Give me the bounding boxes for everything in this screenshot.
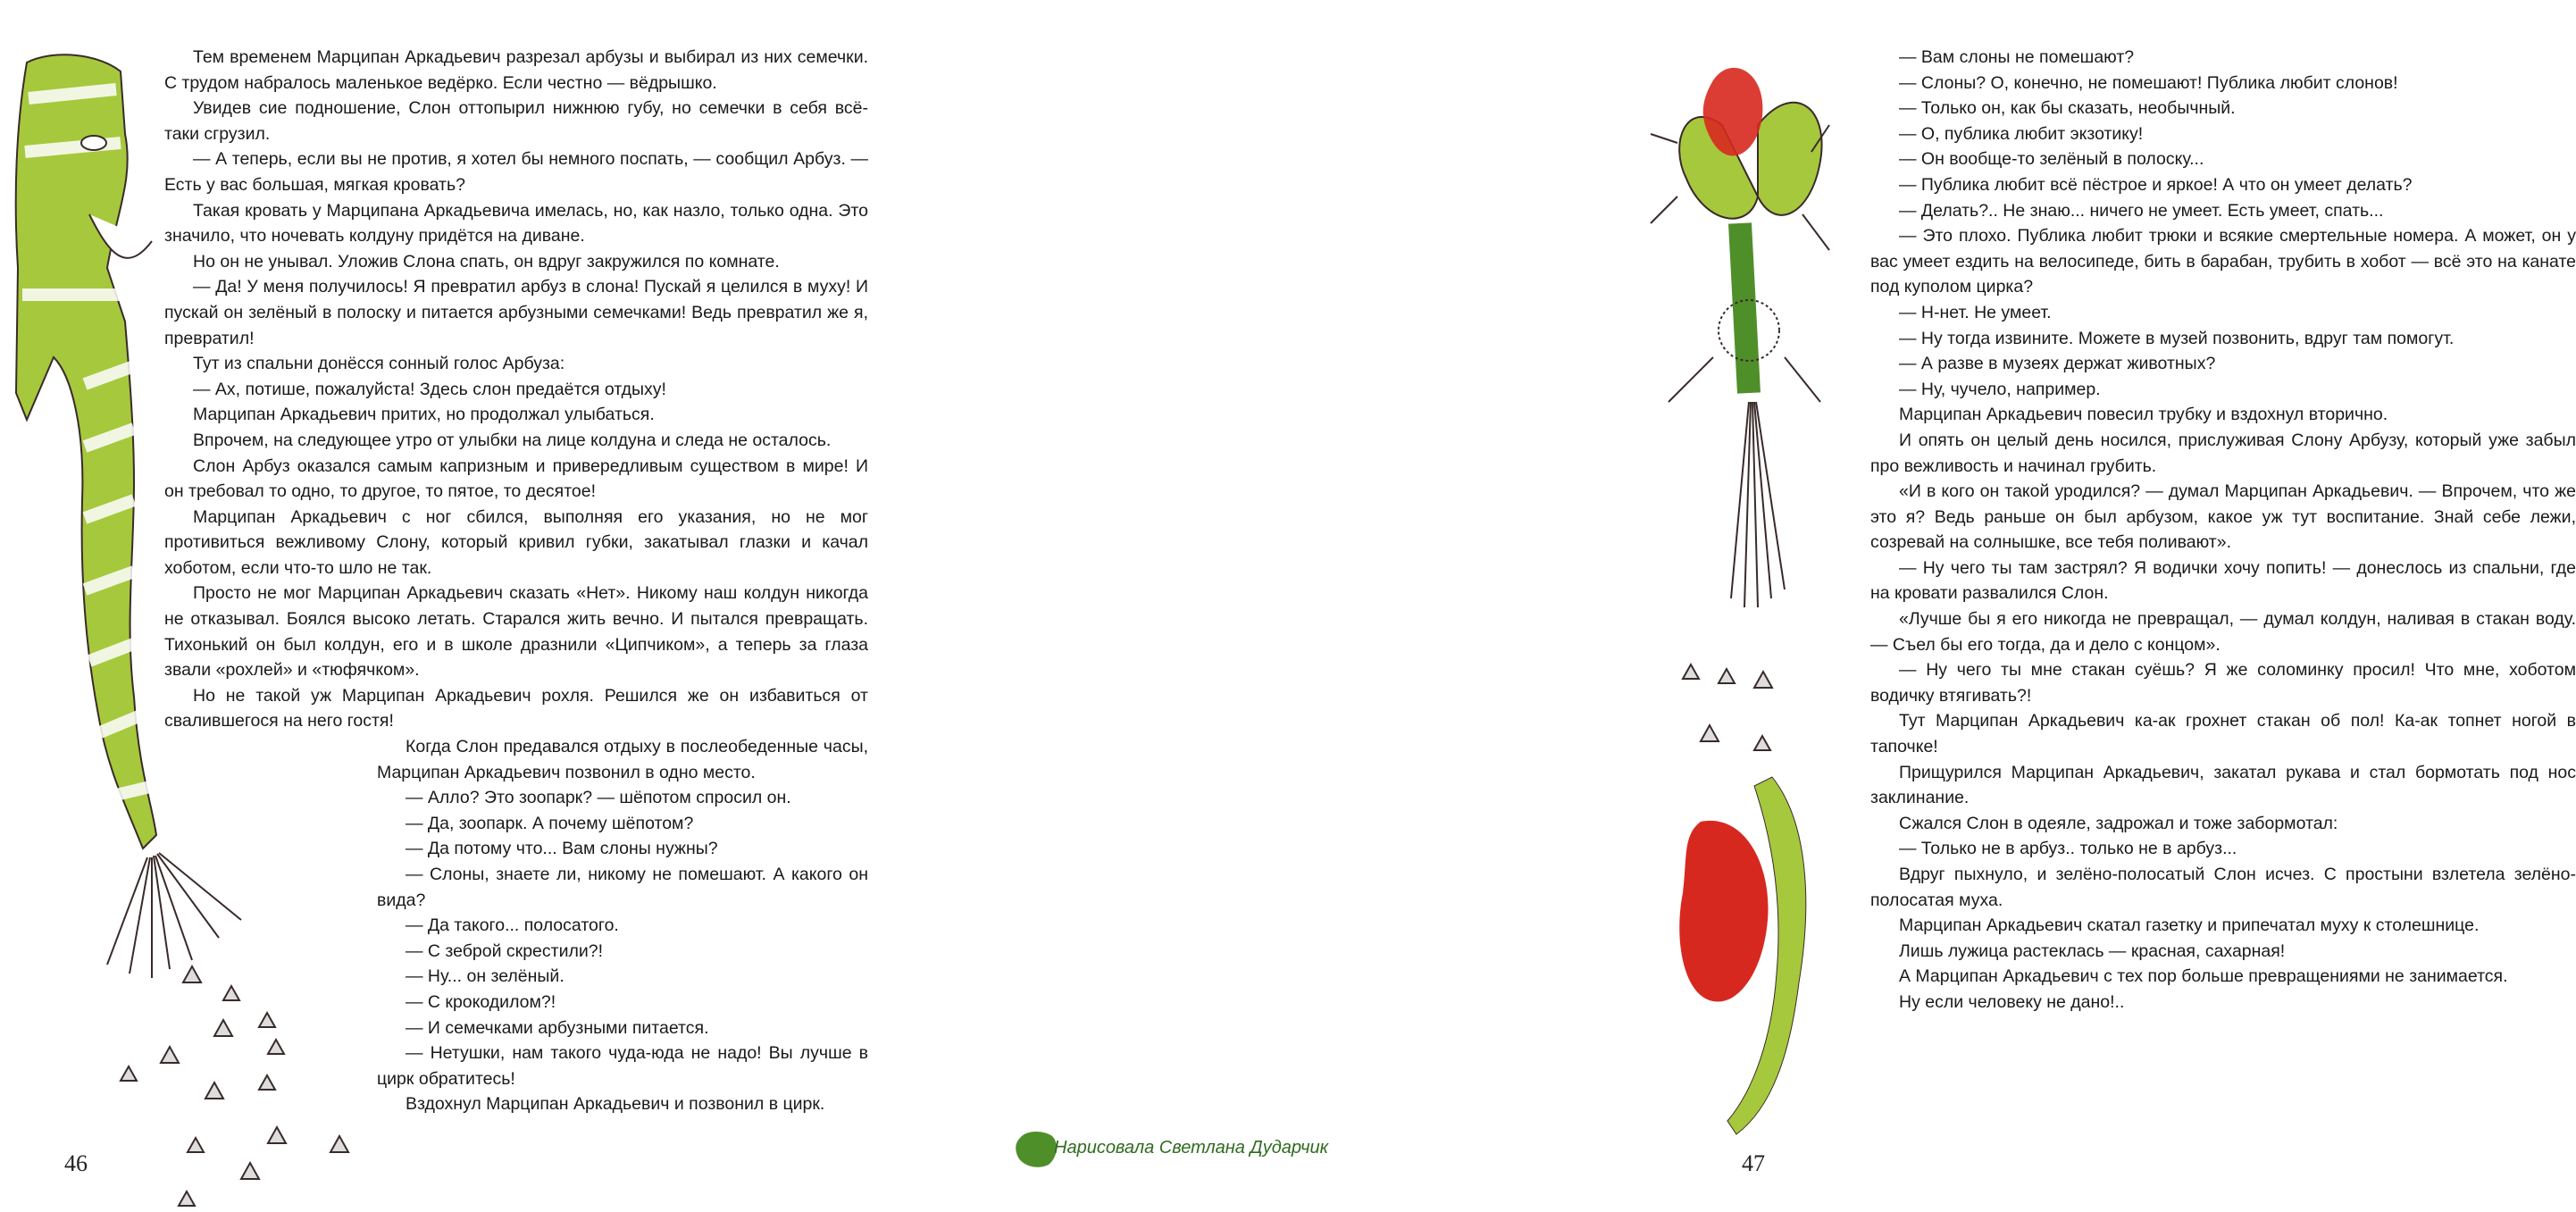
paragraph: Но он не унывал. Уложив Слона спать, он вдруг закружился по комнате. xyxy=(193,251,780,272)
paragraph: Лишь лужица растеклась — красная, сахарная! xyxy=(1899,940,2286,961)
paragraph: Марципан Аркадьевич с ног сбился, выполняя его указания, но не мог противиться вежливому Слону, который кривил губки, закатывал глазки и качал хоботом, если что-то шло не так. xyxy=(164,506,868,578)
paragraph: — Да! У меня получилось! Я превратил арбуз в слона! Пускай я целился в муху! И пускай он зелёный в полоску и питается арбузными семечками! Ведь превратил же я, превратил! xyxy=(164,277,868,348)
right-page xyxy=(915,0,2576,1212)
paragraph: Такая кровать у Марципана Аркадьевича имелась, но, как назло, только одна. Это значило, что ночевать колдуну придётся на диване. xyxy=(164,200,868,247)
paragraph: — Ну тогда извините. Можете в музей позвонить, вдруг там помогут. xyxy=(1899,328,2455,348)
paragraph: Прищурился Марципан Аркадьевич, закатал рукава и стал бормотать под нос заклинание. xyxy=(1870,762,2576,808)
page-number-left: 46 xyxy=(64,1150,88,1176)
paragraph: Тут Марципан Аркадьевич ка-ак грохнет стакан об пол! Ка-ак топнет ногой в тапочке! xyxy=(1870,711,2576,757)
paragraph: — Он вообще-то зелёный в полоску... xyxy=(1899,149,2204,170)
paragraph: Вздохнул Марципан Аркадьевич и позвонил в цирк. xyxy=(406,1094,825,1115)
paragraph: — Публика любит всё пёстрое и яркое! А что он умеет делать? xyxy=(1899,174,2413,195)
paragraph: Увидев сие подношение, Слон оттопырил нижнюю губу, но семечки в себя всё-таки сгрузил. xyxy=(164,98,868,144)
paragraph: — Ну... он зелёный. xyxy=(406,966,565,987)
paragraph: — А теперь, если вы не против, я хотел бы немного поспать, — сообщил Арбуз. — Есть у вас большая, мягкая кровать? xyxy=(164,149,868,195)
paragraph: Тем временем Марципан Аркадьевич разрезал арбузы и выбирал из них семечки. С трудом набралось маленькое ведёрко. Если честно — вёдрышко. xyxy=(164,47,868,93)
seeds-illustration xyxy=(1683,661,1790,786)
paragraph: — Да такого... полосатого. xyxy=(406,915,619,936)
paragraph: Просто не мог Марципан Аркадьевич сказать «Нет». Никому наш колдун никогда не отказывал. Боялся высоко летать. Старался жить вечно. И пытался превращать. Тихонький он был колдун, его и в школе дразнили «Ципчиком», а теперь за глаза звали «рохлей» и «тюфячком». xyxy=(164,583,868,681)
paragraph: — Ну чего ты мне стакан суёшь? Я же соломинку просил! Что мне, хоботом водичку втягивать?! xyxy=(1870,660,2576,706)
paragraph: — Делать?.. Не знаю... ничего не умеет. Есть умеет, спать... xyxy=(1899,200,2384,221)
paragraph: — Это плохо. Публика любит трюки и всякие смертельные номера. А может, он у вас умеет ездить на велосипеде, бить в барабан, трубить в хобот — всё это на канате под куполом цирка? xyxy=(1870,226,2576,297)
paragraph: Ну если человеку не дано!.. xyxy=(1899,991,2125,1012)
paragraph: — Нетушки, нам такого чуда-юда не надо! Вы лучше в цирк обратитесь! xyxy=(377,1043,868,1089)
paragraph: И опять он целый день носился, прислуживая Слону Арбузу, который уже забыл про вежливость и начинал грубить. xyxy=(1870,430,2576,476)
paragraph: — Вам слоны не помешают? xyxy=(1899,47,2135,67)
paragraph: Слон Арбуз оказался самым капризным и привередливым существом в мире! И он требовал то одно, то другое, то пятое, то десятое! xyxy=(164,456,868,502)
paragraph: «И в кого он такой уродился? — думал Марципан Аркадьевич. — Впрочем, что же это я? Ведь раньше он был арбузом, какое уж тут воспитание. Знай себе лежи, созревай на солнышке, все тебя поливают». xyxy=(1870,481,2576,553)
paragraph: — Н-нет. Не умеет. xyxy=(1899,302,2052,322)
paragraph: Сжался Слон в одеяле, задрожал и тоже забормотал: xyxy=(1899,813,2338,833)
paragraph: — Да потому что... Вам слоны нужны? xyxy=(406,839,718,859)
red-splat-illustration xyxy=(1665,768,1817,1143)
paragraph: — Ах, потише, пожалуйста! Здесь слон предаётся отдыху! xyxy=(193,379,666,399)
paragraph: — Алло? Это зоопарк? — шёпотом спросил он. xyxy=(406,788,791,808)
left-main-text xyxy=(164,45,868,734)
paragraph: Но не такой уж Марципан Аркадьевич рохля. Решился же он избавиться от свалившегося на него гостя! xyxy=(164,685,868,731)
paragraph: — Ну чего ты там застрял? Я водички хочу попить! — донеслось из спальни, где на кровати развалился Слон. xyxy=(1870,557,2576,604)
paragraph: — И семечками арбузными питается. xyxy=(406,1017,709,1038)
paragraph: — С зеброй скрестили?! xyxy=(406,940,604,961)
paragraph: — С крокодилом?! xyxy=(406,991,556,1012)
illustrator-credit: Нарисовала Светлана Дударчик xyxy=(1054,1138,1329,1158)
right-main-text xyxy=(1870,45,2576,1016)
paragraph: «Лучше бы я его никогда не превращал, — думал колдун, наливая в стакан воду. — Съел бы его тогда, да и дело с концом». xyxy=(1870,609,2576,655)
page-number-right: 47 xyxy=(1742,1150,1765,1176)
paragraph: Марципан Аркадьевич скатал газетку и припечатал муху к столешнице. xyxy=(1899,915,2480,936)
paragraph: — Да, зоопарк. А почему шёпотом? xyxy=(406,813,694,833)
paragraph: — Слоны? О, конечно, не помешают! Публика любит слонов! xyxy=(1899,72,2398,93)
paragraph: Тут из спальни донёсся сонный голос Арбуза: xyxy=(193,354,565,374)
paragraph: — Только не в арбуз.. только не в арбуз... xyxy=(1899,839,2237,859)
paragraph: Впрочем, на следующее утро от улыбки на лице колдуна и следа не осталось. xyxy=(193,430,832,450)
paragraph: — Ну, чучело, например. xyxy=(1899,379,2101,399)
paragraph: А Марципан Аркадьевич с тех пор больше превращениями не занимается. xyxy=(1899,966,2508,987)
left-narrow-text xyxy=(377,734,868,1117)
green-blob-icon xyxy=(1015,1129,1059,1168)
paragraph: Марципан Аркадьевич притих, но продолжал улыбаться. xyxy=(193,405,655,425)
paragraph: — А разве в музеях держат животных? xyxy=(1899,354,2216,374)
paragraph: — Только он, как бы сказать, необычный. xyxy=(1899,98,2236,119)
left-page xyxy=(0,0,915,1212)
paragraph: Вдруг пыхнуло, и зелёно-полосатый Слон исчез. С простыни взлетела зелёно-полосатая муха. xyxy=(1870,865,2576,910)
fly-illustration xyxy=(1651,18,1829,661)
paragraph: — Слоны, знаете ли, никому не помешают. А какого он вида? xyxy=(377,864,868,910)
paragraph: Когда Слон предавался отдыху в послеобеденные часы, Марципан Аркадьевич позвонил в одно место. xyxy=(377,737,868,782)
paragraph: — О, публика любит экзотику! xyxy=(1899,123,2144,144)
paragraph: Марципан Аркадьевич повесил трубку и вздохнул вторично. xyxy=(1899,405,2388,425)
